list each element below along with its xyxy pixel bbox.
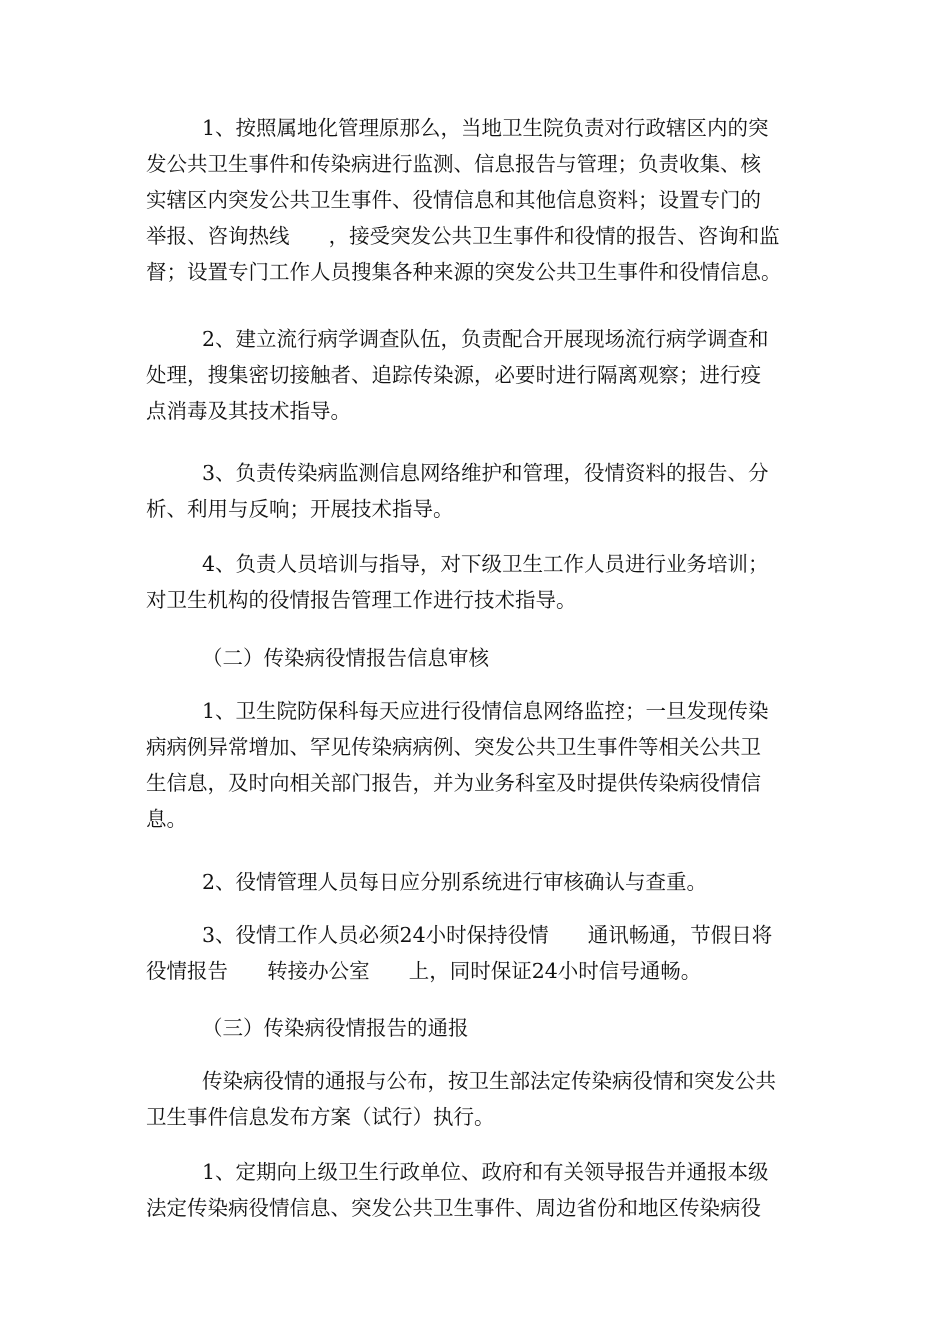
paragraph-line: 处理，搜集密切接触者、追踪传染源，必要时进行隔离观察；进行疫 bbox=[146, 363, 761, 387]
paragraph-2 bbox=[146, 321, 806, 429]
section-heading-3 bbox=[146, 1010, 806, 1046]
paragraph-line: 对卫生机构的役情报告管理工作进行技术指导。 bbox=[146, 588, 577, 612]
paragraph-5 bbox=[146, 693, 806, 837]
paragraph-4 bbox=[146, 546, 806, 618]
paragraph-line: 2、役情管理人员每日应分别系统进行审核确认与查重。 bbox=[202, 870, 708, 894]
paragraph-line: 卫生事件信息发布方案（试行）执行。 bbox=[146, 1105, 495, 1129]
paragraph-line: 析、利用与反响；开展技术指导。 bbox=[146, 497, 454, 521]
paragraph-line: 2、建立流行病学调查队伍，负责配合开展现场流行病学调查和 bbox=[202, 327, 769, 351]
paragraph-line: 3、役情工作人员必须24小时保持役情 通讯畅通，节假日将 bbox=[202, 923, 773, 947]
paragraph-line: 实辖区内突发公共卫生事件、役情信息和其他信息资料；设置专门的 bbox=[146, 188, 761, 212]
paragraph-line: 3、负责传染病监测信息网络维护和管理，役情资料的报告、分 bbox=[202, 461, 769, 485]
paragraph-line: 1、定期向上级卫生行政单位、政府和有关领导报告并通报本级 bbox=[202, 1160, 769, 1184]
paragraph-1 bbox=[146, 110, 806, 290]
paragraph-line: 举报、咨询热线 ，接受突发公共卫生事件和役情的报告、咨询和监 bbox=[146, 224, 780, 248]
paragraph-line: 法定传染病役情信息、突发公共卫生事件、周边省份和地区传染病役 bbox=[146, 1196, 761, 1220]
section-heading-2 bbox=[146, 640, 806, 676]
paragraph-line: 传染病役情的通报与公布，按卫生部法定传染病役情和突发公共 bbox=[202, 1069, 776, 1093]
section-heading-line: （三）传染病役情报告的通报 bbox=[202, 1016, 469, 1040]
paragraph-line: 病病例异常增加、罕见传染病病例、突发公共卫生事件等相关公共卫 bbox=[146, 735, 761, 759]
paragraph-line: 发公共卫生事件和传染病进行监测、信息报告与管理；负责收集、核 bbox=[146, 152, 761, 176]
paragraph-line: 4、负责人员培训与指导，对下级卫生工作人员进行业务培训； bbox=[202, 552, 769, 576]
paragraph-7 bbox=[146, 917, 806, 989]
paragraph-line: 1、卫生院防保科每天应进行役情信息网络监控；一旦发现传染 bbox=[202, 699, 769, 723]
paragraph-9 bbox=[146, 1154, 806, 1226]
paragraph-line: 点消毒及其技术指导。 bbox=[146, 399, 351, 423]
paragraph-line: 息。 bbox=[146, 807, 187, 831]
paragraph-line: 1、按照属地化管理原那么，当地卫生院负责对行政辖区内的突 bbox=[202, 116, 769, 140]
paragraph-line: 生信息，及时向相关部门报告，并为业务科室及时提供传染病役情信 bbox=[146, 771, 761, 795]
paragraph-8 bbox=[146, 1063, 806, 1135]
paragraph-line: 督；设置专门工作人员搜集各种来源的突发公共卫生事件和役情信息。 bbox=[146, 260, 782, 284]
paragraph-line: 役情报告 转接办公室 上，同时保证24小时信号通畅。 bbox=[146, 959, 702, 983]
section-heading-line: （二）传染病役情报告信息审核 bbox=[202, 646, 489, 670]
paragraph-3 bbox=[146, 455, 806, 527]
paragraph-6 bbox=[146, 864, 806, 900]
